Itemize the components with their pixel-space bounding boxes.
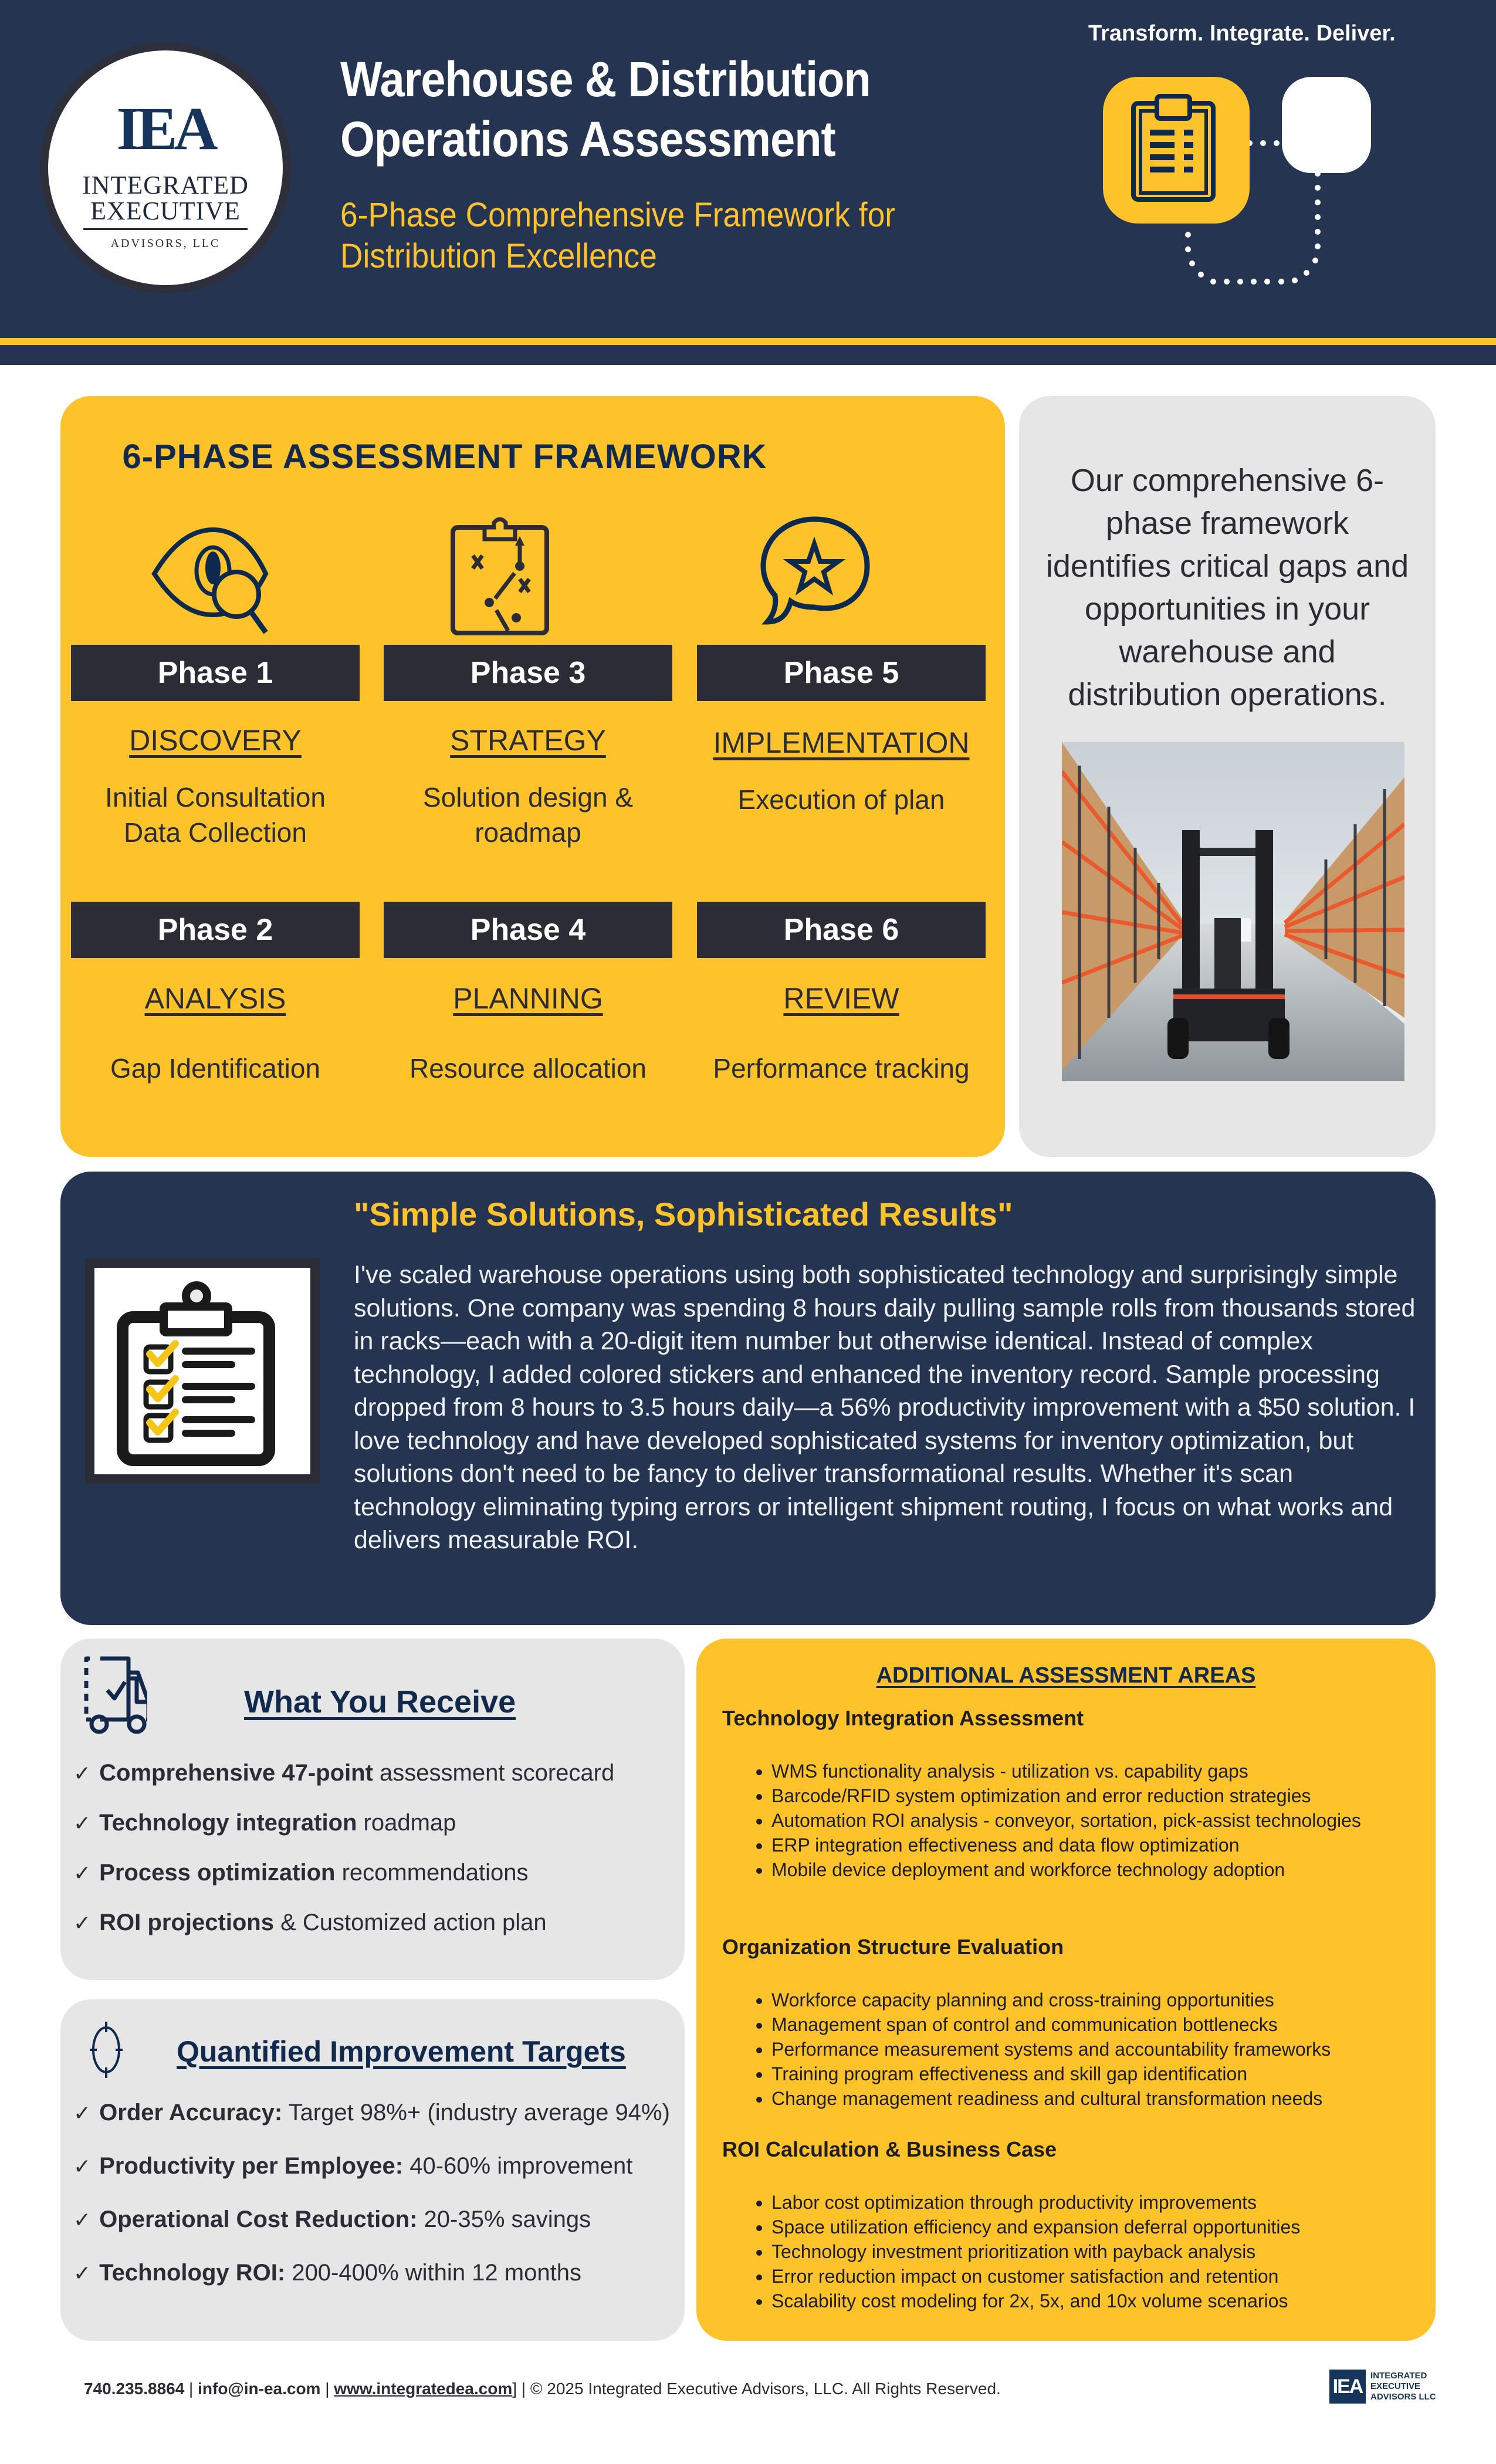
section-heading: Organization Structure Evaluation [722,1935,1064,1959]
list-item: • Space utilization efficiency and expansion deferral opportunities [771,2215,1420,2239]
phase-label: Phase 3 [384,645,672,701]
footer-logo [1329,2370,1436,2404]
footer-logo-monogram: IEA [1329,2370,1366,2404]
phase-desc-line: Gap Identification [110,1053,320,1084]
phase-card-4 [384,902,672,1086]
phase-desc-line: Solution design & [422,782,634,813]
checkmark-icon: ✓ [73,1861,92,1885]
phone-number[interactable]: 740.235.8864 [84,2380,185,2398]
phase-desc-line: Execution of plan [737,784,945,815]
phase-name[interactable]: STRATEGY [450,724,606,757]
phase-desc-line: Performance tracking [713,1053,970,1084]
list-item: • Training program effectiveness and skill gap identification [771,2062,1420,2086]
page-subtitle [340,195,988,277]
quote-body: I've scaled warehouse operations using both sophisticated technology and surprisingly simple solutions. One company was spending 8 hours daily pulling sample rolls from thousands stored in racks—each with a 20-digit item number but otherwise identical. Instead of complex technology, I added colored stickers and enhanced the inventory record. Sample processing dropped from 8 hours to 3.5 hours daily—a 56% productivity improvement with a $50 solution. I love technology and have developed sophisticated systems for inventory optimization, but solutions don't need to be fancy to deliver transformational results. Whether it's scan technology eliminating typing errors or intelligent shipment routing, I focus on what works and delivers measurable ROI. [354,1261,1416,1554]
checkmark-icon: ✓ [73,1761,92,1785]
phase-card-2 [71,902,360,1086]
phase-label: Phase 1 [71,645,360,701]
company-logo [40,42,291,293]
eye-search-icon [148,518,277,635]
intro-card [1019,396,1436,1157]
targets-list [73,2086,670,2300]
list-item: • Error reduction impact on customer satisfaction and retention [771,2264,1420,2289]
additional-title: ADDITIONAL ASSESSMENT AREAS [876,1663,1256,1688]
clipboard-icon [1103,77,1250,224]
logo-line-executive: EXECUTIVE [90,197,241,225]
phase-name[interactable]: IMPLEMENTATION [713,726,970,759]
quote-title: "Simple Solutions, Sophisticated Results" [354,1196,1013,1233]
warehouse-forklift-photo [1062,742,1404,1081]
list-item: • Performance measurement systems and accountability frameworks [771,2037,1420,2062]
phase-desc-line: Data Collection [124,817,307,848]
testimonial-card [60,1172,1436,1625]
section-heading: Technology Integration Assessment [722,1706,1084,1730]
phase-card-5 [697,645,986,817]
header-accent-stripe [0,338,1496,345]
list-item: • Mobile device deployment and workforce technology adoption [771,1857,1420,1882]
header-banner [0,0,1496,365]
phase-desc-line: Resource allocation [409,1053,647,1084]
framework-title: 6-PHASE ASSESSMENT FRAMEWORK [122,438,767,476]
list-item: • Scalability cost modeling for 2x, 5x, and 10x volume scenarios [771,2289,1420,2313]
checklist-clipboard-image [85,1258,320,1484]
crosshair-target-icon [90,2022,123,2078]
checkmark-icon: ✓ [73,2208,92,2232]
footer-logo-line: EXECUTIVE [1370,2381,1421,2391]
targets-heading: Quantified Improvement Targets [177,2035,626,2068]
list-item: • Barcode/RFID system optimization and error reduction strategies [771,1783,1420,1808]
checklist-clipboard-icon [94,1268,310,1474]
list-item: ✓ ROI projections & Customized action plan [73,1910,547,1935]
checkmark-icon: ✓ [73,1911,92,1935]
phase-description [384,1051,672,1086]
phase-description [697,782,986,817]
logo-divider [83,228,248,230]
logo-monogram: IEA [116,95,215,163]
improvement-targets-card [60,1999,685,2341]
checkmark-icon: ✓ [73,2154,92,2178]
star-speech-bubble-icon [759,513,870,625]
list-item: ✓ Comprehensive 47-point assessment scorecard [73,1760,615,1786]
what-you-receive-card [60,1639,685,1980]
list-item: ✓ Process optimization recommendations [73,1860,529,1886]
org-structure-section [722,1935,1420,2111]
clipboard-icon-tile [1103,77,1250,224]
section-heading: ROI Calculation & Business Case [722,2137,1057,2161]
title-line-1: Warehouse & Distribution [340,52,871,107]
copyright-text: © 2025 Integrated Executive Advisors, LLC. All Rights Reserved. [530,2380,1001,2398]
phase-name[interactable]: ANALYSIS [144,982,286,1015]
footer-logo-line: ADVISORS LLC [1370,2392,1436,2402]
subtitle-line-2: Distribution Excellence [340,237,657,275]
list-item: • Automation ROI analysis - conveyor, sortation, pick-assist technologies [771,1808,1420,1833]
list-item: ✓ Technology integration roadmap [73,1810,456,1836]
phase-label: Phase 6 [697,902,986,958]
intro-text: Our comprehensive 6-phase framework identifies critical gaps and opportunities in your warehouse and distribution operations. [1045,463,1409,712]
list-item: • Technology investment prioritization with payback analysis [771,2239,1420,2264]
phase-card-3 [384,645,672,850]
list-item: ✓ Operational Cost Reduction: 20-35% savings [73,2206,591,2232]
receive-heading: What You Receive [244,1684,516,1720]
checkmark-icon: ✓ [73,2261,92,2285]
blank-white-tile [1282,77,1371,173]
strategy-playbook-icon [449,513,552,637]
phase-description [384,780,672,850]
additional-assessment-card [696,1639,1436,2341]
phase-name[interactable]: PLANNING [453,982,603,1015]
logo-line-advisors: ADVISORS, LLC [110,237,221,250]
phase-label: Phase 4 [384,902,672,958]
framework-card [60,396,1005,1157]
phase-description [71,1051,360,1086]
footer-logo-wordmark [1370,2371,1436,2402]
phase-desc-line: Initial Consultation [105,782,326,813]
footer-logo-line: INTEGRATED [1370,2371,1427,2381]
phase-name[interactable]: DISCOVERY [129,724,302,757]
receive-list [73,1748,614,1948]
tech-integration-section [722,1706,1420,1882]
logo-line-integrated: INTEGRATED [82,171,249,199]
tagline: Transform. Integrate. Deliver. [1088,21,1396,46]
phase-label: Phase 2 [71,902,360,958]
phase-description [71,780,360,850]
list-item: • Workforce capacity planning and cross-training opportunities [771,1988,1420,2012]
roi-business-case-section [722,2137,1420,2313]
list-item: • WMS functionality analysis - utilization vs. capability gaps [771,1759,1420,1783]
checkmark-icon: ✓ [73,2101,92,2125]
subtitle-line-1: 6-Phase Comprehensive Framework for [340,196,896,234]
list-item: • ERP integration effectiveness and data flow optimization [771,1833,1420,1857]
list-item: • Change management readiness and cultural transformation needs [771,2086,1420,2111]
checkmark-icon: ✓ [73,1811,92,1835]
title-line-2: Operations Assessment [340,111,835,167]
list-item: • Management span of control and communication bottlenecks [771,2012,1420,2037]
phase-name[interactable]: REVIEW [783,982,899,1015]
delivery-truck-check-icon [83,1655,147,1734]
list-item: • Labor cost optimization through productivity improvements [771,2190,1420,2215]
page-title [340,49,871,169]
list-item: ✓ Technology ROI: 200-400% within 12 months [73,2260,581,2286]
list-item: ✓ Order Accuracy: Target 98%+ (industry average 94%) [73,2100,670,2125]
email-link[interactable]: info@in-ea.com [198,2380,321,2398]
website-link[interactable]: www.integratedea.com [334,2380,513,2398]
footer: 740.235.8864 | info@in-ea.com | www.integratedea.com] | © 2025 Integrated Executive Advisors, LLC. All Rights Reserved. [84,2380,1001,2398]
list-item: ✓ Productivity per Employee: 40-60% improvement [73,2153,633,2179]
phase-card-1 [71,645,360,850]
phase-description [697,1051,986,1086]
phase-desc-line: roadmap [475,817,581,848]
phase-label: Phase 5 [697,645,986,701]
phase-card-6 [697,902,986,1086]
